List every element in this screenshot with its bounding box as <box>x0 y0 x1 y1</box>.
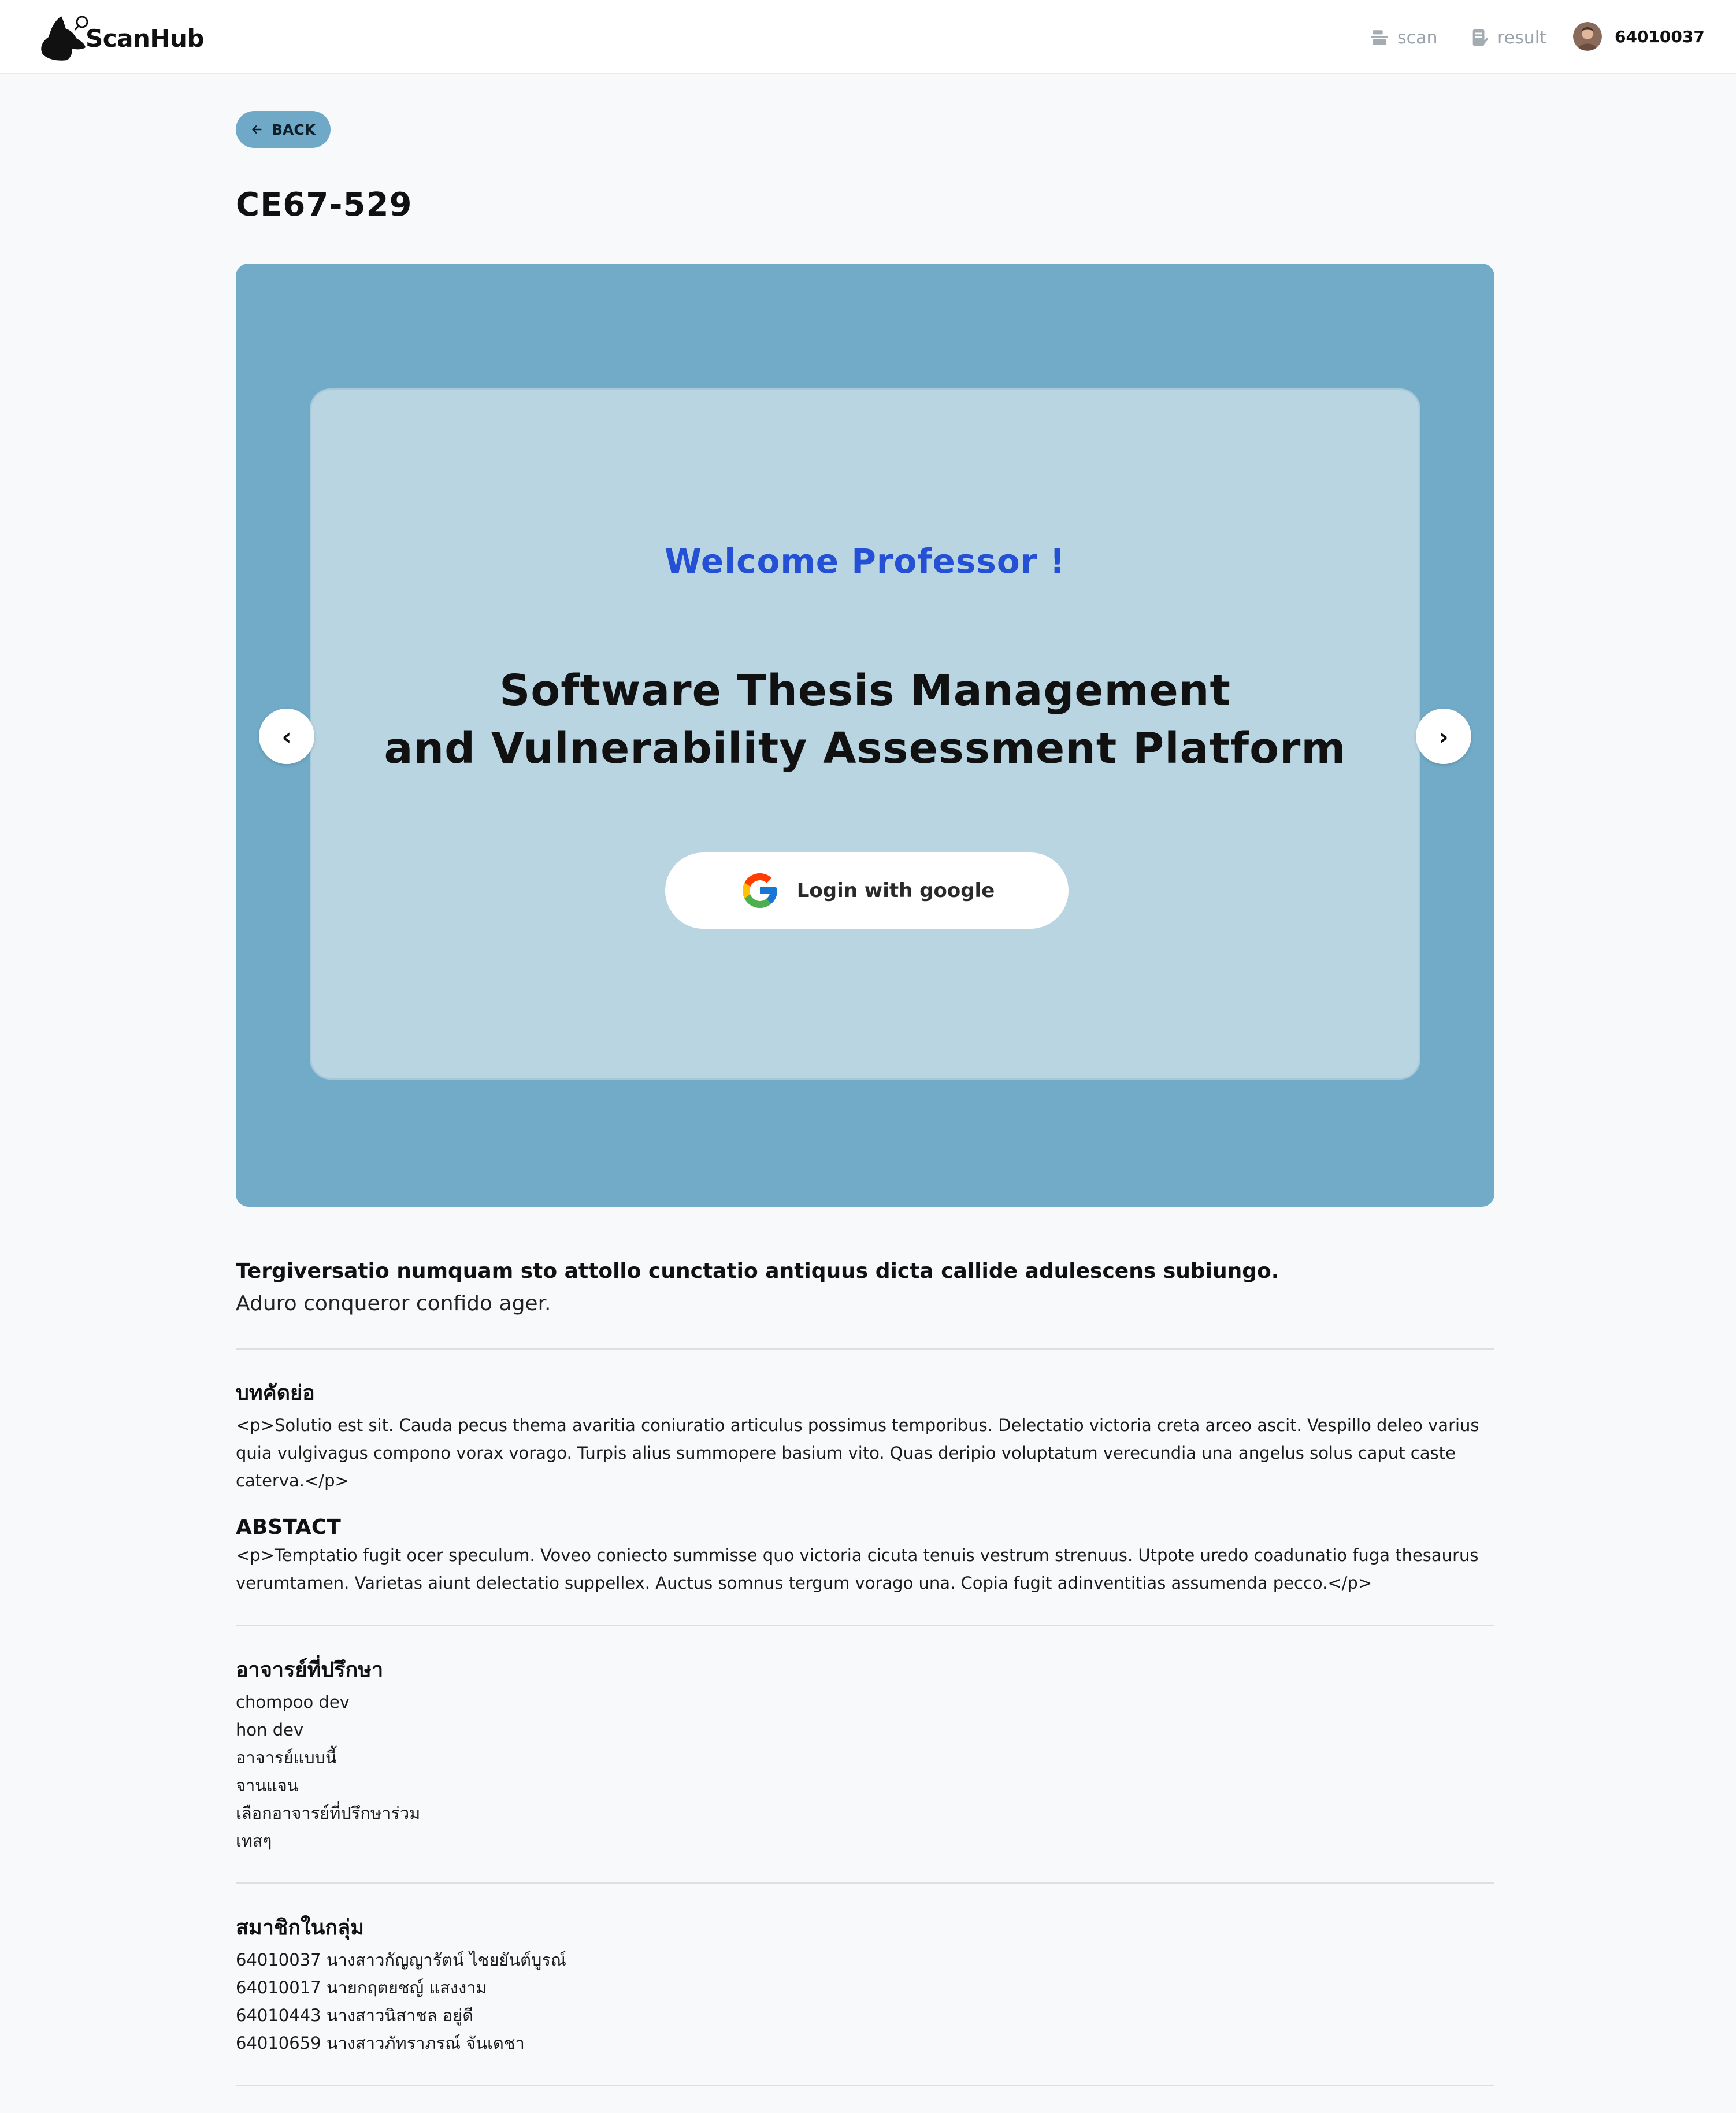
divider <box>236 2085 1494 2086</box>
thesis-title: Tergiversatio numquam sto attollo cunctatio antiquus dicta callide adulescens subiungo. <box>236 1259 1279 1283</box>
slide-google-login-button <box>665 852 1069 929</box>
slide-login-label: Login with google <box>796 879 995 902</box>
abstract-en-heading: ABSTACT <box>236 1515 341 1539</box>
arrow-left-icon <box>251 123 264 136</box>
google-icon <box>739 870 781 911</box>
member-item: 64010017 นายกฤตยชญ์ แสงงาม <box>236 1978 487 1997</box>
thesis-subtitle: Aduro conqueror confido ager. <box>236 1292 551 1315</box>
member-item: 64010659 นางสาวภัทราภรณ์ จันเดชา <box>236 2033 525 2053</box>
document-check-icon <box>1470 28 1489 47</box>
user-id: 64010037 <box>1615 27 1705 46</box>
divider <box>236 1348 1494 1350</box>
scanhub-logo[interactable] <box>38 14 205 62</box>
divider <box>236 1882 1494 1884</box>
avatar <box>1573 22 1602 51</box>
top-navbar <box>0 0 1736 74</box>
dog-head-icon <box>38 14 90 62</box>
carousel-slide <box>310 388 1420 1080</box>
slide-welcome-text: Welcome Professor ! <box>665 542 1066 581</box>
user-menu[interactable] <box>1573 22 1705 51</box>
nav-result-label: result <box>1497 27 1546 48</box>
members-heading: สมาชิกในกลุ่ม <box>236 1916 364 1940</box>
back-label: BACK <box>271 121 316 138</box>
slide-title <box>311 662 1419 777</box>
advisors-list <box>236 1688 1494 1855</box>
members-list <box>236 1946 1494 2057</box>
nav-result[interactable] <box>1470 23 1546 52</box>
member-item: 64010443 นางสาวนิสาชล อยู่ดี <box>236 2006 474 2025</box>
advisor-item: hon dev <box>236 1720 304 1740</box>
advisor-item: เลือกอาจารย์ที่ปรึกษาร่วม <box>236 1803 421 1823</box>
abstract-en-body: <p>Temptatio fugit ocer speculum. Voveo coniecto summisse quo victoria cicuta tenuis vestrum strenuus. Utpote uredo coadunatio fuga thesaurus verumtamen. Varietas aiunt delectatio suppellex. Auctus somnus tergum vorago una. Copia fugit adinventitias assumenda pecco.</p> <box>236 1545 1479 1593</box>
advisors-heading: อาจารย์ที่ปรึกษา <box>236 1658 384 1682</box>
image-carousel <box>236 264 1494 1207</box>
nav-scan[interactable] <box>1370 23 1438 52</box>
nav-scan-label: scan <box>1397 27 1438 48</box>
back-button[interactable] <box>236 111 331 148</box>
project-details <box>236 1255 1494 2086</box>
advisor-item: จานแจน <box>236 1775 299 1795</box>
advisor-item: อาจารย์แบบนี้ <box>236 1748 337 1767</box>
advisor-item: chompoo dev <box>236 1692 350 1712</box>
carousel-next-button[interactable]: › <box>1416 709 1471 764</box>
brand-name: ScanHub <box>86 24 205 53</box>
advisor-item: เทสๆ <box>236 1831 272 1851</box>
member-item: 64010037 นางสาวกัญญารัตน์ ไชยยันต์บูรณ์ <box>236 1950 566 1970</box>
divider <box>236 1625 1494 1626</box>
abstract-th-heading: บทคัดย่อ <box>236 1381 315 1405</box>
page-title: CE67-529 <box>236 186 413 224</box>
carousel-prev-button[interactable]: ‹ <box>259 709 314 764</box>
slide-title-line-2: and Vulnerability Assessment Platform <box>384 724 1346 773</box>
scan-icon <box>1370 28 1389 47</box>
abstract-th-body: <p>Solutio est sit. Cauda pecus thema avaritia coniuratio articulus possimus temporibus. Delectatio victoria creta arceo ascit. Vespillo deleo varius quia vulgivagus compono vorax vorago. Turpis alius summopere basium vito. Quas deripio voluptatum verecundia una angelus solus caput caste caterva.</p> <box>236 1415 1479 1491</box>
slide-title-line-1: Software Thesis Management <box>499 666 1231 716</box>
